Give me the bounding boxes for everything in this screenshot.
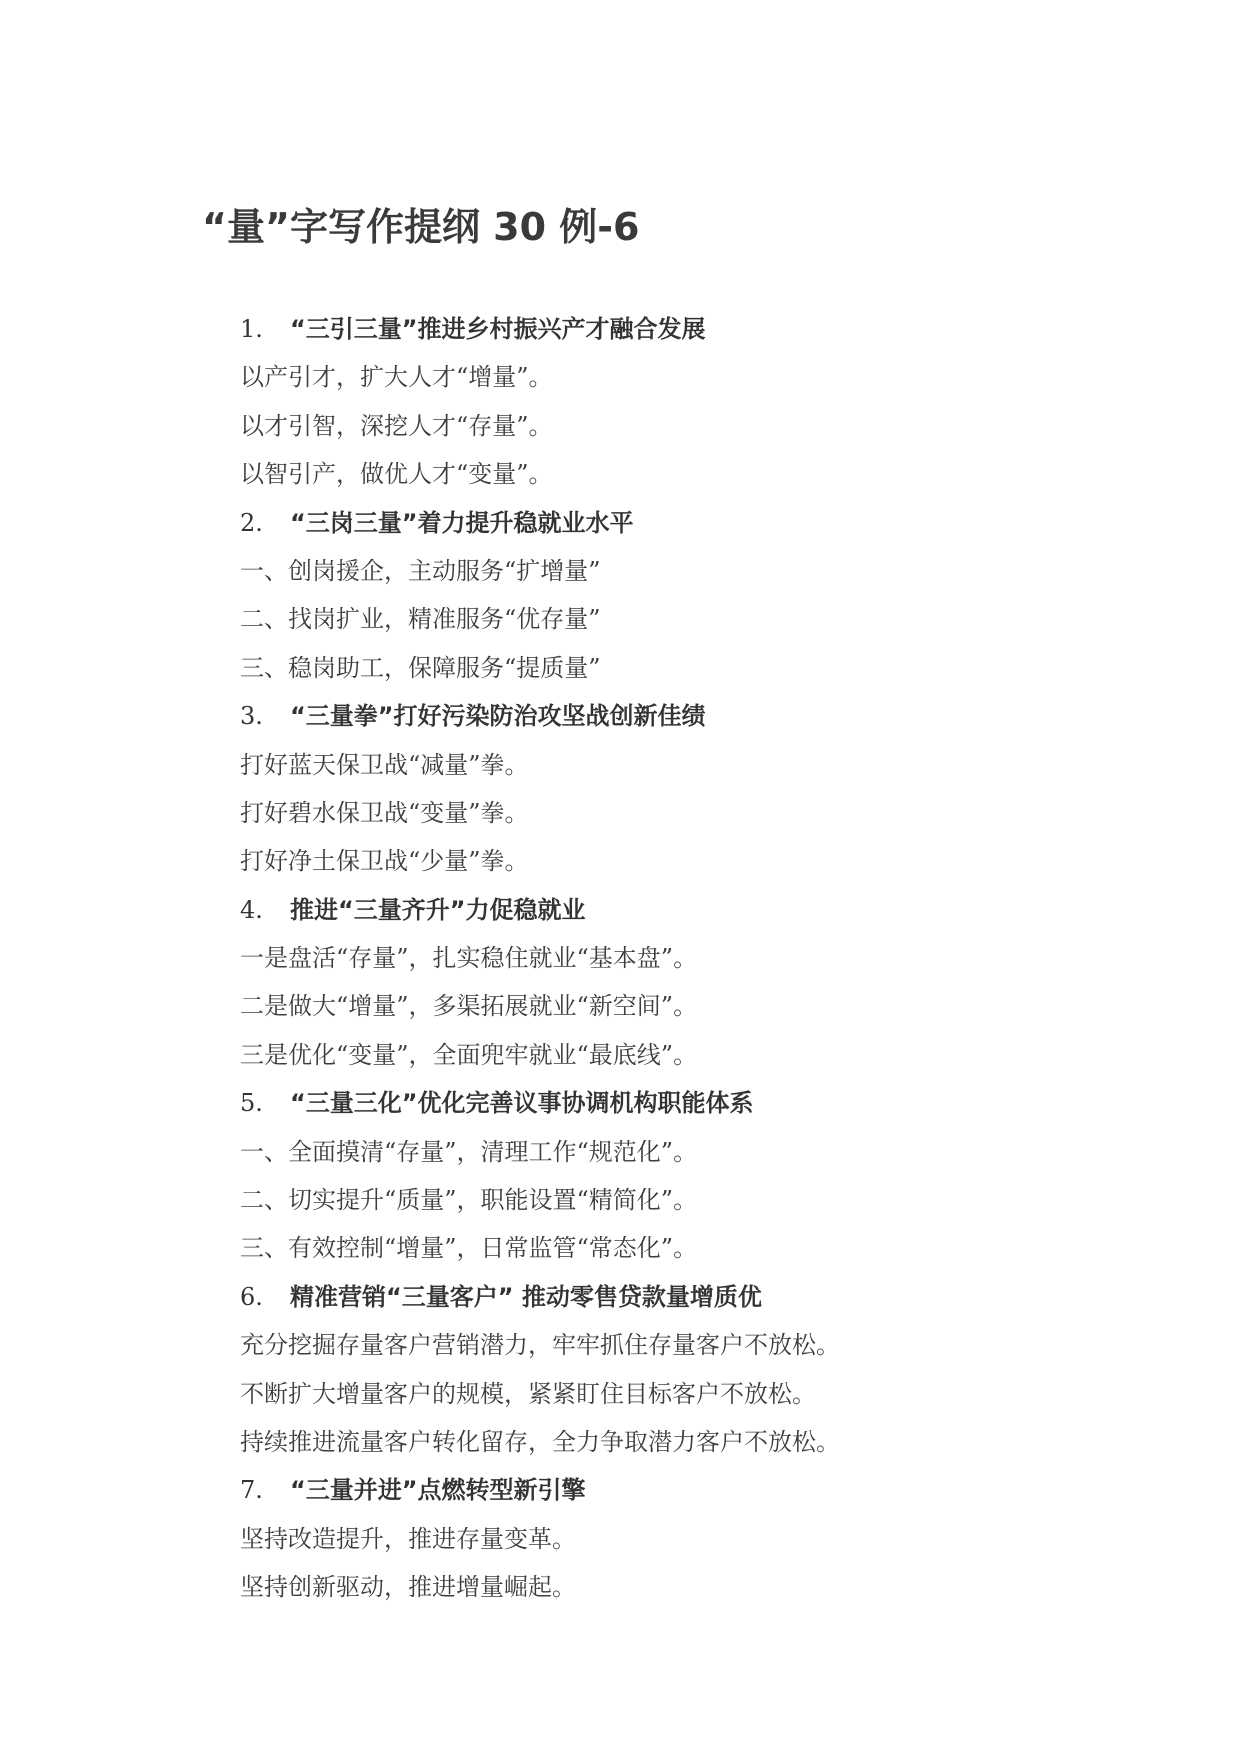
- section-heading: [240, 692, 1160, 740]
- section-number: 1.: [240, 315, 263, 343]
- section-title: “三量拳”打好污染防治攻坚战创新佳绩: [290, 702, 706, 731]
- outline-list: [240, 305, 1160, 1612]
- outline-point: 充分挖掘存量客户营销潜力，牢牢抓住存量客户不放松。: [240, 1331, 840, 1360]
- outline-point: 打好净土保卫战“少量”拳。: [240, 847, 529, 876]
- outline-point: 三、稳岗助工，保障服务“提质量”: [240, 653, 601, 682]
- section-heading: [240, 305, 1160, 353]
- outline-point: 以智引产，做优人才“变量”。: [240, 460, 553, 489]
- section-number: 5.: [240, 1089, 263, 1118]
- outline-point: 二是做大“增量”，多渠拓展就业“新空间”。: [240, 992, 698, 1021]
- outline-point: 一、全面摸清“存量”，清理工作“规范化”。: [240, 1137, 698, 1166]
- section-heading: [240, 499, 1160, 547]
- section-heading: [240, 1273, 1160, 1321]
- outline-point: 坚持创新驱动，推进增量崛起。: [240, 1573, 576, 1602]
- outline-point: 二、切实提升“质量”，职能设置“精简化”。: [240, 1186, 698, 1215]
- section-title: “三岗三量”着力提升稳就业水平: [290, 508, 634, 537]
- section-title: 精准营销“三量客户” 推动零售贷款量增质优: [290, 1282, 762, 1311]
- section-heading: [240, 1466, 1160, 1514]
- outline-point: 以产引才，扩大人才“增量”。: [240, 363, 553, 392]
- outline-point: 持续推进流量客户转化留存，全力争取潜力客户不放松。: [240, 1427, 840, 1456]
- outline-point: 打好碧水保卫战“变量”拳。: [240, 798, 529, 827]
- section-title: “三量并进”点燃转型新引擎: [290, 1476, 586, 1505]
- section-title: 推进“三量齐升”力促稳就业: [290, 895, 586, 924]
- outline-point: 不断扩大增量客户的规模，紧紧盯住目标客户不放松。: [240, 1379, 816, 1408]
- outline-point: 三、有效控制“增量”，日常监管“常态化”。: [240, 1234, 698, 1263]
- section-number: 3.: [240, 702, 263, 731]
- section-heading: [240, 886, 1160, 934]
- section-number: 6.: [240, 1282, 263, 1311]
- section-title: “三量三化”优化完善议事协调机构职能体系: [290, 1089, 754, 1118]
- outline-point: 一是盘活“存量”，扎实稳住就业“基本盘”。: [240, 944, 698, 973]
- outline-point: 打好蓝天保卫战“减量”拳。: [240, 750, 529, 779]
- outline-point: 三是优化“变量”，全面兜牢就业“最底线”。: [240, 1040, 698, 1069]
- section-number: 7.: [240, 1476, 263, 1505]
- outline-point: 坚持改造提升，推进存量变革。: [240, 1524, 576, 1553]
- page-title: “量”字写作提纲 30 例-6: [202, 205, 640, 249]
- section-number: 2.: [240, 508, 263, 537]
- section-number: 4.: [240, 895, 263, 924]
- section-title: “三引三量”推进乡村振兴产才融合发展: [290, 315, 706, 343]
- outline-point: 二、找岗扩业，精准服务“优存量”: [240, 605, 601, 634]
- outline-point: 一、创岗援企，主动服务“扩增量”: [240, 556, 601, 585]
- outline-point: 以才引智，深挖人才“存量”。: [240, 411, 553, 440]
- section-heading: [240, 1079, 1160, 1127]
